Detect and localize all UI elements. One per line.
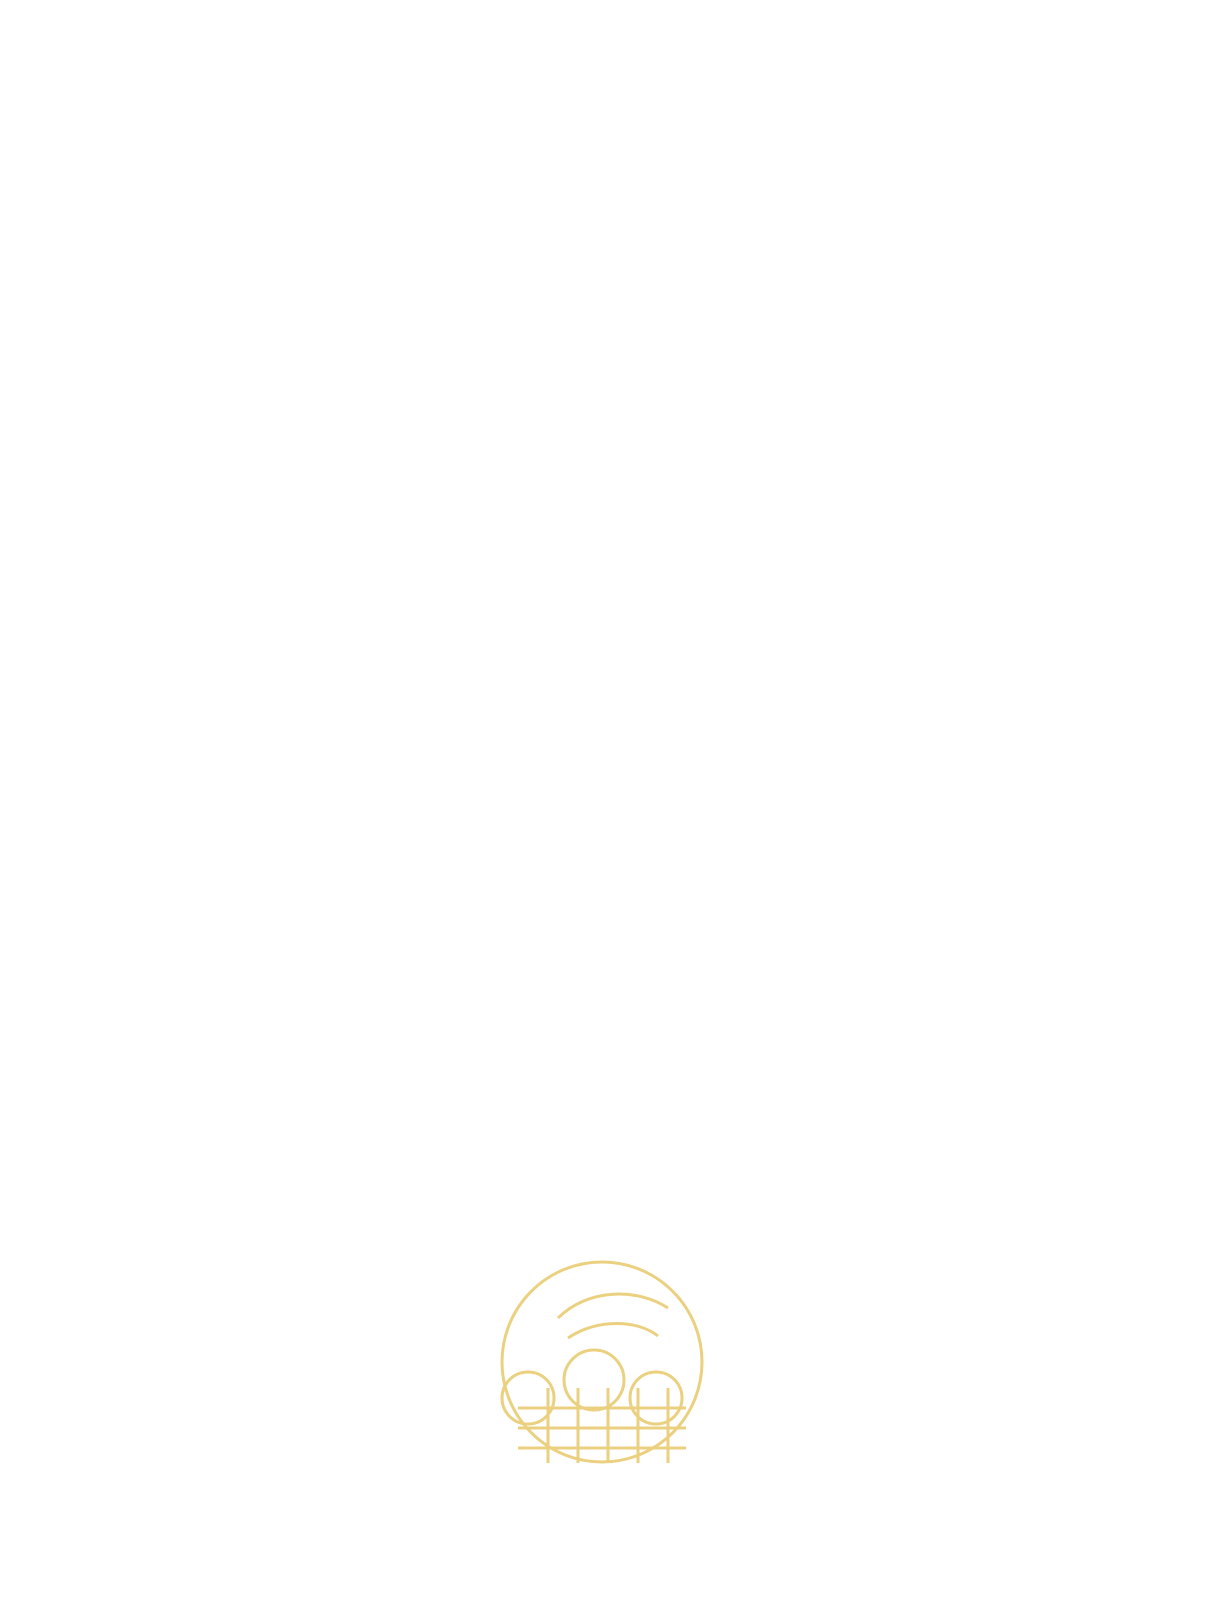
watermark-logo [498,1258,706,1498]
